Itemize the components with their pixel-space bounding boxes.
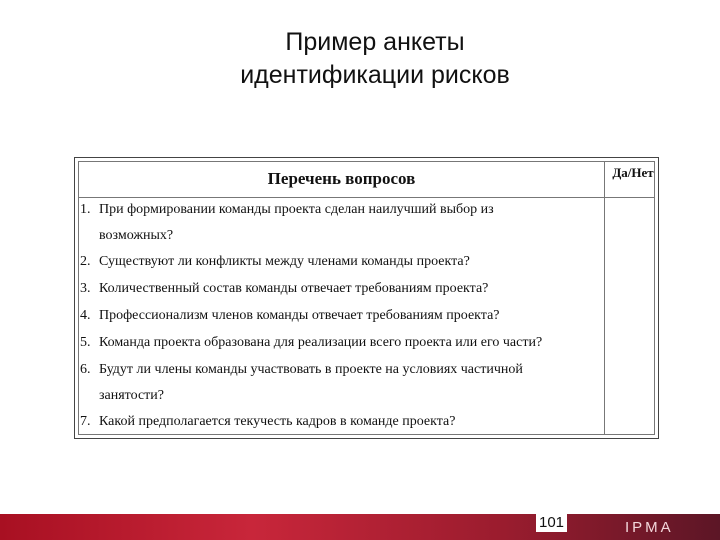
question-number: 5. xyxy=(80,335,91,350)
title-line-1: Пример анкеты xyxy=(285,28,465,56)
header-answer: Да/Нет xyxy=(612,165,654,180)
question-number: 6. xyxy=(80,362,91,377)
question-number: 3. xyxy=(80,281,91,296)
question-text: Будут ли члены команды участвовать в проекте на условиях частичной xyxy=(99,362,523,377)
question-text: Какой предполагается текучесть кадров в команде проекта? xyxy=(99,414,456,429)
question-number: 4. xyxy=(80,308,91,323)
question-text: При формировании команды проекта сделан наилучший выбор из xyxy=(99,202,494,217)
question-row-6 xyxy=(79,362,599,414)
header-divider xyxy=(79,197,654,198)
questionnaire-table xyxy=(74,157,659,439)
question-text: Команда проекта образована для реализации всего проекта или его части? xyxy=(99,335,543,350)
header-questions: Перечень вопросов xyxy=(267,169,416,188)
question-row-3 xyxy=(79,281,599,308)
question-number: 1. xyxy=(80,202,91,217)
footer-bar xyxy=(0,514,720,540)
question-row-5 xyxy=(79,335,599,362)
title-line-2: идентификации рисков xyxy=(240,61,510,89)
questionnaire-table-inner xyxy=(78,161,655,435)
page-number: 101 xyxy=(536,514,567,532)
question-text: Количественный состав команды отвечает требованиям проекта? xyxy=(99,281,489,296)
question-row-2 xyxy=(79,254,599,281)
question-text: Существуют ли конфликты между членами команды проекта? xyxy=(99,254,470,269)
slide-title xyxy=(0,26,720,92)
question-row-7 xyxy=(79,414,599,441)
question-number: 2. xyxy=(80,254,91,269)
ipma-logo: IPMA xyxy=(625,519,674,536)
question-list xyxy=(79,202,599,441)
question-row-4 xyxy=(79,308,599,335)
question-text-continued: занятости? xyxy=(99,388,164,403)
question-text-continued: возможных? xyxy=(99,228,174,243)
question-number: 7. xyxy=(80,414,91,429)
question-text: Профессионализм членов команды отвечает требованиям проекта? xyxy=(99,308,500,323)
question-row-1 xyxy=(79,202,599,254)
column-divider xyxy=(604,162,605,434)
